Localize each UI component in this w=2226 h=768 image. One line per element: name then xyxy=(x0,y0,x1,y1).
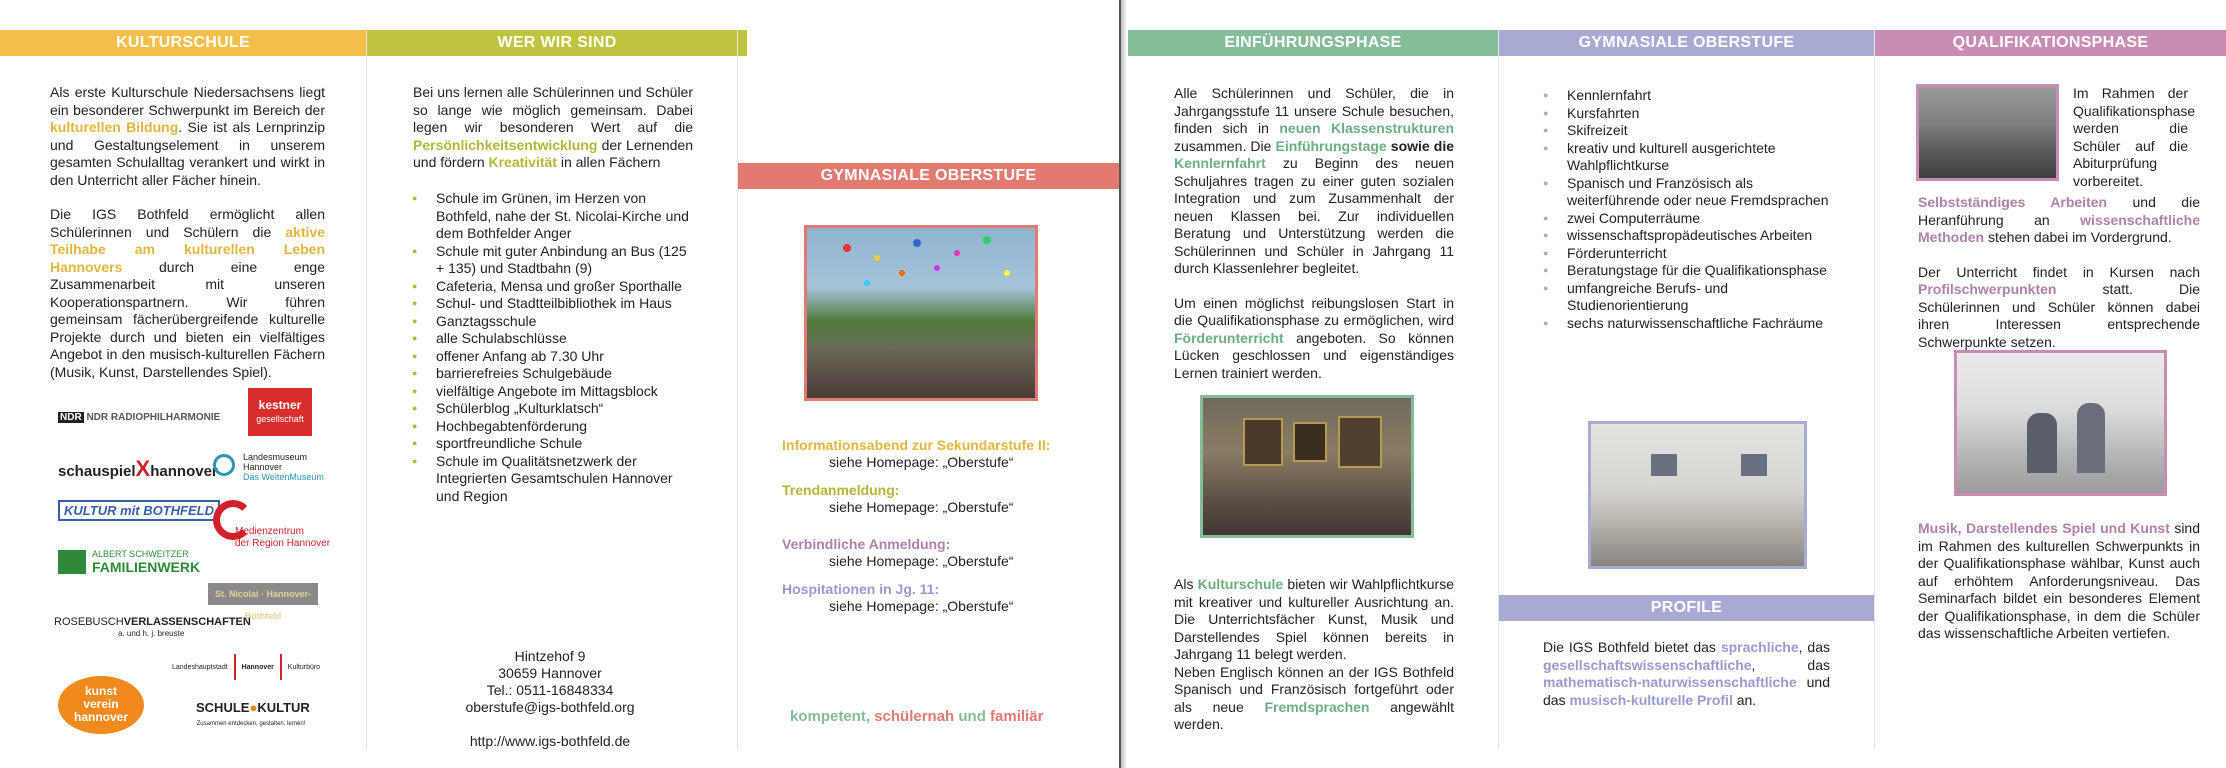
kulturschule-paragraph-2: Die IGS Bothfeld ermöglicht allen Schülerinnen und Schülern die aktive Teilhabe am kulturellen Leben Hannovers durch eine enge Zusammenarbeit mit unseren Kooperationspartnern. Wir führen gemeinsam fächerübergreifende kulturelle Projekte durch und bieten ein vielfältiges Angebot in den musisch-kulturellen Fächern (Musik, Kunst, Darstellendes Spiel). xyxy=(50,206,325,380)
list-item: ● Skifreizeit xyxy=(1541,122,1829,140)
page-fold-shadow xyxy=(1121,0,1127,768)
balloons-icon xyxy=(807,228,1035,398)
einfuehrung-paragraph-2: Um einen möglichst reibungslosen Start in die Qualifikationsphase zu ermöglichen, wird Förderunterricht angeboten. So können Lücken geschlossen und eigenständiges Lernen trainiert werden. xyxy=(1174,294,1454,381)
list-item: ● Kursfahrten xyxy=(1541,105,1829,123)
column-divider xyxy=(737,30,738,750)
list-item: ● sportfreundliche Schule xyxy=(410,435,692,453)
list-item: ● vielfältige Angebote im Mittagsblock xyxy=(410,383,692,401)
photo-museum-visit xyxy=(1200,395,1414,538)
einfuehrung-text-bottom xyxy=(1174,576,1454,734)
address-website: http://www.igs-bothfeld.de xyxy=(469,733,631,749)
event-hospitationen: Hospitationen in Jg. 11: siehe Homepage: „Oberstufe“ xyxy=(782,581,1014,614)
event-info-abend: Informationsabend zur Sekundarstufe II: siehe Homepage: „Oberstufe“ xyxy=(782,437,1051,470)
logo-st-nicolai: St. Nicolai · Hannover-Bothfeld xyxy=(208,583,318,605)
oberstufe-feature-list xyxy=(1541,87,1829,332)
cover-photo-balloons xyxy=(804,225,1038,401)
column-divider xyxy=(1874,30,1875,750)
contact-address xyxy=(430,648,670,750)
event-verbindliche-anmeldung: Verbindliche Anmeldung: siehe Homepage: „Oberstufe“ xyxy=(782,536,1014,569)
wer-feature-list xyxy=(410,190,692,505)
photo-students-working xyxy=(1916,84,2059,181)
asw-house-icon xyxy=(58,550,86,574)
header-wer-wir-sind: WER WIR SIND xyxy=(367,30,747,56)
list-item: ● Beratungstage für die Qualifikationsphase xyxy=(1541,262,1829,280)
quali-paragraph-2: Selbstständiges Arbeiten und die Heranführung an wissenschaftliche Methoden stehen dabei im Vordergrund. xyxy=(1918,194,2200,245)
logo-rosebusch-verlassenschaften: ROSEBUSCHVERLASSENSCHAFTEN a. und h. j. breuste xyxy=(54,616,251,638)
column-divider xyxy=(1498,30,1499,750)
logo-kunstverein-hannover: kunst verein hannover xyxy=(58,676,144,734)
list-item: ● wissenschaftspropädeutisches Arbeiten xyxy=(1541,227,1829,245)
logo-schule-kultur: SCHULE●KULTUR Zusammen entdecken, gestalten, lernen! xyxy=(196,700,310,727)
kulturschule-paragraph-1: Als erste Kulturschule Niedersachsens liegt ein besonderer Schwerpunkt im Bereich der kulturellen Bildung. Sie ist als Lernprinzip und Gestaltungselement in unserem gesamten Schulalltag verankert und wirkt in den Unterricht aller Fächer hinein. xyxy=(50,84,326,188)
header-profile: PROFILE xyxy=(1499,595,1874,621)
quali-text-middle xyxy=(1918,194,2200,351)
header-cover-gymnasiale: GYMNASIALE OBERSTUFE xyxy=(738,163,1119,189)
list-item: ● zwei Computerräume xyxy=(1541,210,1829,228)
list-item: ● Schule mit guter Anbindung an Bus (125 + 135) und Stadtbahn (9) xyxy=(410,243,692,278)
list-item: ● barrierefreies Schulgebäude xyxy=(410,365,692,383)
logo-albert-schweitzer-familienwerk: ALBERT SCHWEITZER FAMILIENWERK xyxy=(58,548,200,574)
logo-medienzentrum: Medienzentrum der Region Hannover xyxy=(213,500,330,550)
list-item: ● Cafeteria, Mensa und großer Sporthalle xyxy=(410,278,692,296)
list-item: ● Schule im Qualitätsnetzwerk der Integrierten Gesamtschulen Hannover und Region xyxy=(410,453,692,506)
einfuehrung-text-top xyxy=(1174,85,1454,382)
landesmuseum-icon xyxy=(213,454,235,476)
address-city: 30659 Hannover xyxy=(498,665,602,681)
list-item: ● kreativ und kulturell ausgerichtete Wahlpflichtkurse xyxy=(1541,140,1829,175)
quali-paragraph-4: Musik, Darstellendes Spiel und Kunst sind im Rahmen des kulturellen Schwerpunkts in der Qualifikationsphase wählbar, Kunst auch auf erhöhtem Anforderungsniveau. Das Seminarfach bildet ein besonderes Element der Qualifikationsphase, in dem die Schüler das wissenschaftliche Arbeiten vertiefen. xyxy=(1918,520,2201,641)
address-email: oberstufe@igs-bothfeld.org xyxy=(465,699,635,715)
list-item: ● Schul- und Stadtteilbibliothek im Haus xyxy=(410,295,692,313)
einfuehrung-paragraph-3: Als Kulturschule bieten wir Wahlpflichtkurse mit kreativer und kultureller Ausrichtung an. Die Unterrichtsfächer Kunst, Musik und Darstellendes Spiel können bereits in Jahrgang 11 belegt werden. xyxy=(1174,576,1454,662)
kulturschule-text xyxy=(50,84,325,381)
list-item: ● Schülerblog „Kulturklatsch“ xyxy=(410,400,692,418)
logo-landesmuseum-hannover: Landesmuseum Hannover Das WeltenMuseum xyxy=(213,452,333,482)
logo-kestnergesellschaft: kestner gesellschaft xyxy=(248,388,312,436)
logo-ndr-radiophilharmonie: NDR NDR RADIOPHILHARMONIE xyxy=(60,412,221,423)
header-einfuehrungsphase: EINFÜHRUNGSPHASE xyxy=(1128,30,1498,56)
quali-paragraph-3: Der Unterricht findet in Kursen nach Profilschwerpunkten statt. Die Schülerinnen und Schüler können dabei ihren Interessen entsprechende Schwerpunkte setzen. xyxy=(1918,263,2200,350)
address-phone: Tel.: 0511-16848334 xyxy=(486,682,614,698)
list-item: ● Spanisch und Französisch als weiterführende oder neue Fremdsprachen xyxy=(1541,175,1829,210)
address-street: Hintzehof 9 xyxy=(514,648,586,664)
logo-schauspiel-hannover: schauspielXhannover xyxy=(58,456,218,481)
list-item: ● offener Anfang ab 7.30 Uhr xyxy=(410,348,692,366)
list-item: ● umfangreiche Berufs- und Studienorientierung xyxy=(1541,280,1829,315)
list-item: ● Ganztagsschule xyxy=(410,313,692,331)
wer-intro: Bei uns lernen alle Schülerinnen und Schüler so lange wie möglich gemeinsam. Dabei legen wir besonderen Wert auf die Persönlichkeitsentwicklung der Lernenden und fördern Kreativität in allen Fächern xyxy=(413,84,693,170)
header-gymnasiale-oberstufe: GYMNASIALE OBERSTUFE xyxy=(1499,30,1874,56)
list-item: ● Hochbegabtenförderung xyxy=(410,418,692,436)
quali-paragraph-1: Im Rahmen der Qualifikationsphase werden die Schüler auf die Abiturprüfung vorbereitet. xyxy=(2073,85,2196,189)
logo-kultur-bothfeld: KULTUR mit BOTHFELD xyxy=(58,500,220,521)
einfuehrung-paragraph-1: Alle Schülerinnen und Schüler, die in Jahrgangsstufe 11 unsere Schule besuchen, finden sich in neuen Klassenstrukturen zusammen. Die Einführungstage sowie die Kennlernfahrt zu Beginn des neuen Schuljahres tragen zu einer guten sozialen Integration und zum Zusammenhalt der neuen Klassen bei. Zur individuellen Beratung und Unterstützung werden die Schülerinnen und Schüler in Jahrgang 11 durch Klassenlehrer begleitet. xyxy=(1174,85,1454,276)
list-item: ● sechs naturwissenschaftliche Fachräume xyxy=(1541,315,1829,333)
cover-events xyxy=(782,437,1102,615)
profile-text: Die IGS Bothfeld bietet das sprachliche, das gesellschaftswissenschaftliche, das mathematisch-naturwissenschaftliche und das musisch-kulturelle Profil an. xyxy=(1543,639,1830,708)
einfuehrung-paragraph-4: Neben Englisch können an der IGS Bothfeld Spanisch und Französisch fortgeführt oder als neue Fremdsprachen angewählt werden. xyxy=(1174,663,1455,732)
photo-music-lesson xyxy=(1954,350,2167,496)
list-item: ● alle Schulabschlüsse xyxy=(410,330,692,348)
list-item: ● Schule im Grünen, im Herzen von Bothfeld, nahe der St. Nicolai-Kirche und dem Bothfelder Anger xyxy=(410,190,692,243)
event-trendanmeldung: Trendanmeldung: siehe Homepage: „Oberstufe“ xyxy=(782,482,1014,515)
header-kulturschule: KULTURSCHULE xyxy=(0,30,366,56)
logo-landeshauptstadt-kulturbuero: Landeshauptstadt Hannover Kulturbüro xyxy=(172,654,320,680)
photo-classroom-circle xyxy=(1588,421,1807,569)
list-item: ● Kennlernfahrt xyxy=(1541,87,1829,105)
list-item: ● Förderunterricht xyxy=(1541,245,1829,263)
medienzentrum-icon xyxy=(213,500,253,540)
header-qualifikationsphase: QUALIFIKATIONSPHASE xyxy=(1875,30,2226,56)
column-divider xyxy=(366,30,367,750)
cover-slogan: kompetent, schülernah und familiär xyxy=(790,708,1044,725)
